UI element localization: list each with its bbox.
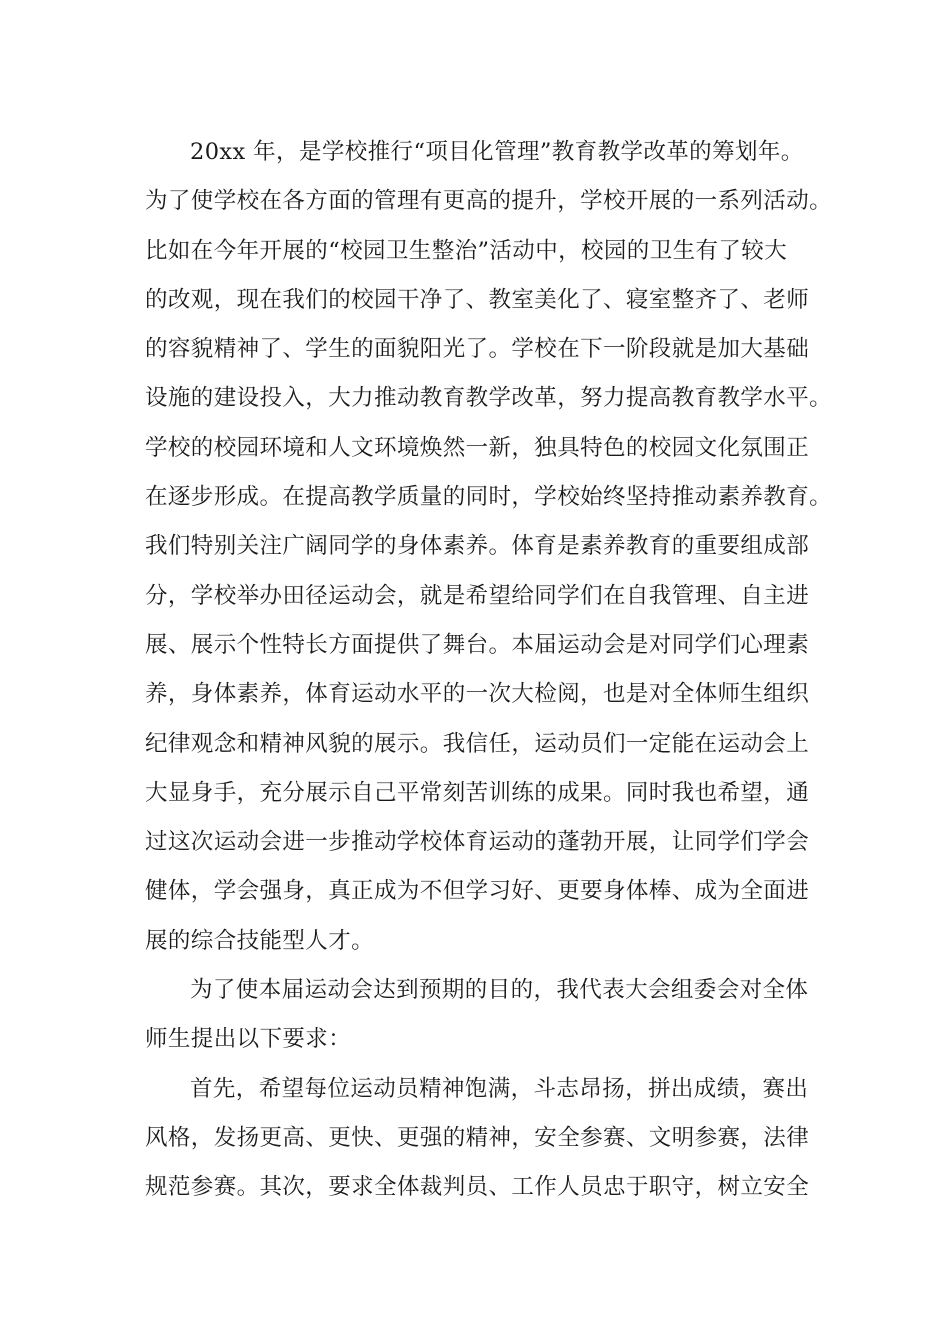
document-body [145,128,833,1213]
paragraph-line: 纪律观念和精神风貌的展示。我信任，运动员们一定能在运动会上 [145,730,810,757]
paragraph-line: 过这次运动会进一步推动学校体育运动的蓬勃开展，让同学们学会 [145,829,810,856]
paragraph-line: 师生提出以下要求： [145,1026,352,1053]
paragraph-line: 首先，希望每位运动员精神饱满，斗志昂扬，拼出成绩，赛出 [190,1075,809,1102]
paragraph-line: 设施的建设投入，大力推动教育教学改革，努力提高教育教学水平。 [145,385,833,412]
paragraph-line: 学校的校园环境和人文环境焕然一新，独具特色的校园文化氛围正 [145,434,810,461]
paragraph-line: 大显身手，充分展示自己平常刻苦训练的成果。同时我也希望，通 [145,779,810,806]
paragraph-line: 的改观，现在我们的校园干净了、教室美化了、寝室整齐了、老师 [145,286,810,313]
paragraph-line: 在逐步形成。在提高教学质量的同时，学校始终坚持推动素养教育。 [145,484,833,511]
paragraph-line: 的容貌精神了、学生的面貌阳光了。学校在下一阶段就是加大基础 [145,336,810,363]
paragraph-line: 20xx 年，是学校推行“项目化管理”教育教学改革的筹划年。 [190,139,804,165]
paragraph-line: 风格，发扬更高、更快、更强的精神，安全参赛、文明参赛，法律 [145,1124,810,1151]
paragraph-line: 规范参赛。其次，要求全体裁判员、工作人员忠于职守，树立安全 [145,1174,810,1201]
paragraph-line: 为了使学校在各方面的管理有更高的提升，学校开展的一系列活动。 [145,188,833,215]
paragraph-line: 健体，学会强身，真正成为不但学习好、更要身体棒、成为全面进 [145,878,810,905]
paragraph-line: 分，学校举办田径运动会，就是希望给同学们在自我管理、自主进 [145,582,810,609]
paragraph-line: 养，身体素养，体育运动水平的一次大检阅，也是对全体师生组织 [145,681,810,708]
paragraph-line: 我们特别关注广阔同学的身体素养。体育是素养教育的重要组成部 [145,533,810,560]
paragraph-line: 比如在今年开展的“校园卫生整治”活动中，校园的卫生有了较大 [145,237,788,264]
paragraph-line: 展、展示个性特长方面提供了舞台。本届运动会是对同学们心理素 [145,631,810,658]
paragraph-line: 展的综合技能型人才。 [145,927,375,954]
paragraph-line: 为了使本届运动会达到预期的目的，我代表大会组委会对全体 [190,977,809,1004]
